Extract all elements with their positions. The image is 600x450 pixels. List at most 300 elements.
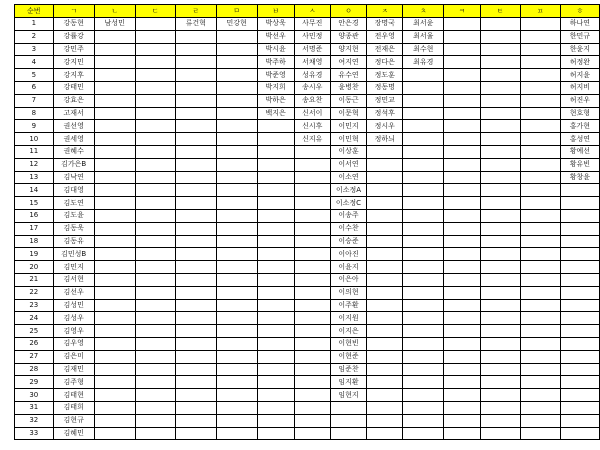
- name-cell[interactable]: [444, 81, 480, 94]
- name-cell[interactable]: [175, 273, 216, 286]
- name-cell[interactable]: [367, 389, 403, 402]
- name-cell[interactable]: [135, 30, 175, 43]
- name-cell[interactable]: 신지유: [294, 133, 330, 146]
- name-cell[interactable]: 김민지: [53, 261, 94, 274]
- name-cell[interactable]: [560, 248, 599, 261]
- name-cell[interactable]: [444, 401, 480, 414]
- name-cell[interactable]: [294, 312, 330, 325]
- name-cell[interactable]: [480, 414, 520, 427]
- name-cell[interactable]: 이문혁: [330, 107, 366, 120]
- name-cell[interactable]: [367, 312, 403, 325]
- name-cell[interactable]: [444, 197, 480, 210]
- name-cell[interactable]: [257, 222, 294, 235]
- name-cell[interactable]: 강률강: [53, 30, 94, 43]
- name-cell[interactable]: [520, 18, 560, 31]
- row-number-cell[interactable]: 26: [15, 337, 54, 350]
- row-number-cell[interactable]: 22: [15, 286, 54, 299]
- column-header-consonant[interactable]: ㅍ: [520, 5, 560, 18]
- name-cell[interactable]: [444, 363, 480, 376]
- name-cell[interactable]: [135, 235, 175, 248]
- name-cell[interactable]: 김영우: [53, 325, 94, 338]
- name-cell[interactable]: [216, 133, 257, 146]
- name-cell[interactable]: [480, 363, 520, 376]
- name-cell[interactable]: [560, 286, 599, 299]
- name-cell[interactable]: [560, 222, 599, 235]
- name-cell[interactable]: [444, 133, 480, 146]
- name-cell[interactable]: [257, 145, 294, 158]
- name-cell[interactable]: [520, 209, 560, 222]
- name-cell[interactable]: [403, 81, 444, 94]
- name-cell[interactable]: 이주환: [330, 299, 366, 312]
- name-cell[interactable]: [367, 261, 403, 274]
- name-cell[interactable]: [94, 427, 135, 440]
- row-number-cell[interactable]: 11: [15, 145, 54, 158]
- name-cell[interactable]: [135, 286, 175, 299]
- column-header-consonant[interactable]: ㅊ: [403, 5, 444, 18]
- name-cell[interactable]: [520, 56, 560, 69]
- name-cell[interactable]: 김민성B: [53, 248, 94, 261]
- name-cell[interactable]: 이동근: [330, 94, 366, 107]
- name-cell[interactable]: [480, 171, 520, 184]
- name-cell[interactable]: [216, 299, 257, 312]
- row-number-cell[interactable]: 19: [15, 248, 54, 261]
- name-cell[interactable]: [94, 286, 135, 299]
- name-cell[interactable]: [367, 209, 403, 222]
- name-cell[interactable]: [480, 312, 520, 325]
- name-cell[interactable]: [480, 389, 520, 402]
- name-cell[interactable]: 이소정C: [330, 197, 366, 210]
- name-cell[interactable]: [135, 184, 175, 197]
- name-cell[interactable]: 정다은: [367, 56, 403, 69]
- name-cell[interactable]: 김낙연: [53, 171, 94, 184]
- name-cell[interactable]: [257, 235, 294, 248]
- name-cell[interactable]: [216, 158, 257, 171]
- name-cell[interactable]: 홍성연: [560, 133, 599, 146]
- name-cell[interactable]: [135, 376, 175, 389]
- name-cell[interactable]: 허진우: [560, 94, 599, 107]
- name-cell[interactable]: [520, 107, 560, 120]
- row-number-cell[interactable]: 21: [15, 273, 54, 286]
- name-cell[interactable]: [257, 286, 294, 299]
- name-cell[interactable]: [560, 337, 599, 350]
- name-cell[interactable]: [480, 69, 520, 82]
- name-cell[interactable]: 강지후: [53, 69, 94, 82]
- name-cell[interactable]: 신서이: [294, 107, 330, 120]
- name-cell[interactable]: 황유빈: [560, 158, 599, 171]
- name-cell[interactable]: [480, 145, 520, 158]
- name-cell[interactable]: [560, 235, 599, 248]
- name-cell[interactable]: [520, 286, 560, 299]
- row-number-cell[interactable]: 15: [15, 197, 54, 210]
- name-cell[interactable]: [135, 69, 175, 82]
- row-number-cell[interactable]: 1: [15, 18, 54, 31]
- name-cell[interactable]: 사민정: [294, 30, 330, 43]
- name-cell[interactable]: [175, 350, 216, 363]
- name-cell[interactable]: 김동욱: [53, 222, 94, 235]
- row-number-cell[interactable]: 27: [15, 350, 54, 363]
- name-cell[interactable]: [94, 133, 135, 146]
- name-cell[interactable]: [367, 145, 403, 158]
- name-cell[interactable]: [94, 184, 135, 197]
- name-cell[interactable]: 이민지: [330, 120, 366, 133]
- name-cell[interactable]: [560, 209, 599, 222]
- name-cell[interactable]: [403, 414, 444, 427]
- name-cell[interactable]: [175, 337, 216, 350]
- name-cell[interactable]: 이서연: [330, 158, 366, 171]
- name-cell[interactable]: [520, 43, 560, 56]
- name-cell[interactable]: [294, 273, 330, 286]
- name-cell[interactable]: [444, 248, 480, 261]
- row-number-cell[interactable]: 5: [15, 69, 54, 82]
- name-cell[interactable]: 이상훈: [330, 145, 366, 158]
- name-cell[interactable]: 박상욱: [257, 18, 294, 31]
- name-cell[interactable]: [294, 197, 330, 210]
- name-cell[interactable]: [94, 145, 135, 158]
- name-cell[interactable]: 강태민: [53, 81, 94, 94]
- name-cell[interactable]: [520, 248, 560, 261]
- name-cell[interactable]: [520, 69, 560, 82]
- name-cell[interactable]: [175, 184, 216, 197]
- name-cell[interactable]: 고재서: [53, 107, 94, 120]
- name-cell[interactable]: [216, 350, 257, 363]
- name-cell[interactable]: [367, 171, 403, 184]
- name-cell[interactable]: [135, 350, 175, 363]
- name-cell[interactable]: [257, 299, 294, 312]
- name-cell[interactable]: 장명국: [367, 18, 403, 31]
- name-cell[interactable]: 사무진: [294, 18, 330, 31]
- name-cell[interactable]: 김우영: [53, 337, 94, 350]
- name-cell[interactable]: [135, 312, 175, 325]
- name-cell[interactable]: [480, 94, 520, 107]
- column-header-index[interactable]: 순번: [15, 5, 54, 18]
- name-cell[interactable]: [94, 171, 135, 184]
- name-cell[interactable]: [94, 273, 135, 286]
- name-cell[interactable]: [403, 248, 444, 261]
- name-cell[interactable]: [94, 43, 135, 56]
- name-cell[interactable]: [480, 158, 520, 171]
- name-cell[interactable]: [294, 350, 330, 363]
- name-cell[interactable]: [480, 299, 520, 312]
- name-cell[interactable]: [403, 107, 444, 120]
- name-cell[interactable]: 김주형: [53, 376, 94, 389]
- name-cell[interactable]: [480, 350, 520, 363]
- name-cell[interactable]: [216, 171, 257, 184]
- name-cell[interactable]: [403, 261, 444, 274]
- name-cell[interactable]: [175, 401, 216, 414]
- name-cell[interactable]: [216, 376, 257, 389]
- name-cell[interactable]: [175, 414, 216, 427]
- name-cell[interactable]: 윤병찬: [330, 81, 366, 94]
- name-cell[interactable]: [216, 107, 257, 120]
- name-cell[interactable]: [175, 363, 216, 376]
- name-cell[interactable]: [94, 209, 135, 222]
- name-cell[interactable]: [520, 299, 560, 312]
- name-cell[interactable]: [94, 94, 135, 107]
- name-cell[interactable]: [367, 325, 403, 338]
- name-cell[interactable]: [367, 273, 403, 286]
- name-cell[interactable]: [257, 363, 294, 376]
- name-cell[interactable]: [216, 261, 257, 274]
- name-cell[interactable]: 신시후: [294, 120, 330, 133]
- name-cell[interactable]: [403, 145, 444, 158]
- name-cell[interactable]: [175, 325, 216, 338]
- name-cell[interactable]: 김재민: [53, 363, 94, 376]
- name-cell[interactable]: [403, 312, 444, 325]
- name-cell[interactable]: [403, 325, 444, 338]
- name-cell[interactable]: [560, 363, 599, 376]
- name-cell[interactable]: [94, 107, 135, 120]
- name-cell[interactable]: [175, 94, 216, 107]
- name-cell[interactable]: 권세영: [53, 133, 94, 146]
- name-cell[interactable]: [216, 197, 257, 210]
- name-cell[interactable]: [135, 94, 175, 107]
- name-cell[interactable]: [135, 299, 175, 312]
- name-cell[interactable]: [480, 286, 520, 299]
- name-cell[interactable]: [94, 81, 135, 94]
- name-cell[interactable]: [175, 158, 216, 171]
- name-cell[interactable]: [94, 414, 135, 427]
- row-number-cell[interactable]: 18: [15, 235, 54, 248]
- row-number-cell[interactable]: 14: [15, 184, 54, 197]
- name-cell[interactable]: [294, 325, 330, 338]
- name-cell[interactable]: [257, 158, 294, 171]
- name-cell[interactable]: [175, 376, 216, 389]
- row-number-cell[interactable]: 17: [15, 222, 54, 235]
- name-cell[interactable]: [216, 337, 257, 350]
- name-cell[interactable]: [257, 120, 294, 133]
- name-cell[interactable]: [444, 261, 480, 274]
- name-cell[interactable]: 이은아: [330, 273, 366, 286]
- name-cell[interactable]: [175, 81, 216, 94]
- name-cell[interactable]: 최서윤: [403, 18, 444, 31]
- name-cell[interactable]: [444, 184, 480, 197]
- name-cell[interactable]: 김동유: [53, 235, 94, 248]
- row-number-cell[interactable]: 12: [15, 158, 54, 171]
- row-number-cell[interactable]: 10: [15, 133, 54, 146]
- name-cell[interactable]: [480, 120, 520, 133]
- name-cell[interactable]: [520, 401, 560, 414]
- name-cell[interactable]: 김혜민: [53, 427, 94, 440]
- name-cell[interactable]: [94, 222, 135, 235]
- name-cell[interactable]: [135, 158, 175, 171]
- name-cell[interactable]: [444, 427, 480, 440]
- name-cell[interactable]: 백지은: [257, 107, 294, 120]
- name-cell[interactable]: [560, 299, 599, 312]
- name-cell[interactable]: [216, 184, 257, 197]
- name-cell[interactable]: [294, 389, 330, 402]
- name-cell[interactable]: [216, 56, 257, 69]
- name-cell[interactable]: [257, 389, 294, 402]
- name-cell[interactable]: [560, 197, 599, 210]
- name-cell[interactable]: [257, 427, 294, 440]
- row-number-cell[interactable]: 13: [15, 171, 54, 184]
- name-cell[interactable]: [175, 30, 216, 43]
- name-cell[interactable]: [480, 81, 520, 94]
- name-cell[interactable]: [257, 197, 294, 210]
- name-cell[interactable]: [135, 261, 175, 274]
- name-cell[interactable]: [367, 222, 403, 235]
- column-header-consonant[interactable]: ㅇ: [330, 5, 366, 18]
- name-cell[interactable]: [480, 401, 520, 414]
- name-cell[interactable]: [135, 120, 175, 133]
- name-cell[interactable]: [135, 133, 175, 146]
- name-cell[interactable]: [403, 133, 444, 146]
- name-cell[interactable]: [444, 30, 480, 43]
- column-header-consonant[interactable]: ㄴ: [94, 5, 135, 18]
- name-cell[interactable]: [294, 158, 330, 171]
- row-number-cell[interactable]: 25: [15, 325, 54, 338]
- name-cell[interactable]: [520, 376, 560, 389]
- name-cell[interactable]: [520, 158, 560, 171]
- name-cell[interactable]: [444, 69, 480, 82]
- name-cell[interactable]: [175, 145, 216, 158]
- name-cell[interactable]: [135, 197, 175, 210]
- name-cell[interactable]: [216, 81, 257, 94]
- column-header-consonant[interactable]: ㄹ: [175, 5, 216, 18]
- name-cell[interactable]: [367, 376, 403, 389]
- name-cell[interactable]: [135, 273, 175, 286]
- name-cell[interactable]: [294, 401, 330, 414]
- name-cell[interactable]: 박지희: [257, 81, 294, 94]
- name-cell[interactable]: [94, 248, 135, 261]
- name-cell[interactable]: 김은미: [53, 350, 94, 363]
- name-cell[interactable]: [135, 107, 175, 120]
- name-cell[interactable]: [135, 427, 175, 440]
- column-header-consonant[interactable]: ㄷ: [135, 5, 175, 18]
- name-cell[interactable]: 박주하: [257, 56, 294, 69]
- name-cell[interactable]: [480, 261, 520, 274]
- row-number-cell[interactable]: 9: [15, 120, 54, 133]
- name-cell[interactable]: 박시윤: [257, 43, 294, 56]
- name-cell[interactable]: [520, 427, 560, 440]
- name-cell[interactable]: [257, 337, 294, 350]
- name-cell[interactable]: [480, 133, 520, 146]
- name-cell[interactable]: [480, 107, 520, 120]
- name-cell[interactable]: [403, 299, 444, 312]
- name-cell[interactable]: [216, 120, 257, 133]
- name-cell[interactable]: 임준찬: [330, 363, 366, 376]
- name-cell[interactable]: [444, 107, 480, 120]
- name-cell[interactable]: [94, 350, 135, 363]
- name-cell[interactable]: [560, 312, 599, 325]
- name-cell[interactable]: [216, 414, 257, 427]
- row-number-cell[interactable]: 23: [15, 299, 54, 312]
- name-cell[interactable]: 정도훈: [367, 69, 403, 82]
- name-cell[interactable]: [444, 325, 480, 338]
- name-cell[interactable]: [294, 145, 330, 158]
- name-cell[interactable]: [444, 171, 480, 184]
- name-cell[interactable]: [216, 401, 257, 414]
- name-cell[interactable]: 여지연: [330, 56, 366, 69]
- name-cell[interactable]: [135, 389, 175, 402]
- name-cell[interactable]: [175, 56, 216, 69]
- name-cell[interactable]: [480, 184, 520, 197]
- name-cell[interactable]: 김태희: [53, 401, 94, 414]
- name-cell[interactable]: [294, 184, 330, 197]
- name-cell[interactable]: [216, 248, 257, 261]
- name-cell[interactable]: [367, 248, 403, 261]
- name-cell[interactable]: 황창윤: [560, 171, 599, 184]
- row-number-cell[interactable]: 6: [15, 81, 54, 94]
- name-cell[interactable]: [216, 222, 257, 235]
- name-cell[interactable]: [403, 389, 444, 402]
- name-cell[interactable]: 김대영: [53, 184, 94, 197]
- name-cell[interactable]: [403, 286, 444, 299]
- name-cell[interactable]: 김가은B: [53, 158, 94, 171]
- name-cell[interactable]: [257, 376, 294, 389]
- name-cell[interactable]: [403, 273, 444, 286]
- name-cell[interactable]: [480, 209, 520, 222]
- name-cell[interactable]: [403, 69, 444, 82]
- name-cell[interactable]: [403, 222, 444, 235]
- name-cell[interactable]: [480, 18, 520, 31]
- name-cell[interactable]: [560, 376, 599, 389]
- name-cell[interactable]: [367, 414, 403, 427]
- name-cell[interactable]: [403, 158, 444, 171]
- name-cell[interactable]: [257, 171, 294, 184]
- name-cell[interactable]: [560, 261, 599, 274]
- name-cell[interactable]: 민강현: [216, 18, 257, 31]
- name-cell[interactable]: [175, 197, 216, 210]
- name-cell[interactable]: [175, 222, 216, 235]
- name-cell[interactable]: [216, 43, 257, 56]
- name-cell[interactable]: [216, 235, 257, 248]
- name-cell[interactable]: 허정완: [560, 56, 599, 69]
- name-cell[interactable]: [135, 81, 175, 94]
- name-cell[interactable]: [294, 414, 330, 427]
- name-cell[interactable]: [175, 107, 216, 120]
- name-cell[interactable]: [135, 337, 175, 350]
- name-cell[interactable]: [135, 325, 175, 338]
- name-cell[interactable]: [560, 401, 599, 414]
- name-cell[interactable]: [216, 427, 257, 440]
- name-cell[interactable]: [175, 209, 216, 222]
- name-cell[interactable]: [560, 325, 599, 338]
- name-cell[interactable]: 하나연: [560, 18, 599, 31]
- name-cell[interactable]: 김현규: [53, 414, 94, 427]
- name-cell[interactable]: [520, 120, 560, 133]
- name-cell[interactable]: [257, 133, 294, 146]
- name-cell[interactable]: 허지비: [560, 81, 599, 94]
- name-cell[interactable]: [403, 337, 444, 350]
- name-cell[interactable]: [294, 427, 330, 440]
- name-cell[interactable]: [94, 158, 135, 171]
- name-cell[interactable]: 이아진: [330, 248, 366, 261]
- name-cell[interactable]: [444, 414, 480, 427]
- name-cell[interactable]: 김도연: [53, 197, 94, 210]
- name-cell[interactable]: [367, 286, 403, 299]
- name-cell[interactable]: [520, 325, 560, 338]
- column-header-consonant[interactable]: ㅌ: [480, 5, 520, 18]
- name-cell[interactable]: [257, 184, 294, 197]
- row-number-cell[interactable]: 7: [15, 94, 54, 107]
- name-cell[interactable]: [257, 325, 294, 338]
- name-cell[interactable]: [330, 414, 366, 427]
- name-cell[interactable]: [520, 363, 560, 376]
- name-cell[interactable]: 이의현: [330, 286, 366, 299]
- name-cell[interactable]: [294, 299, 330, 312]
- name-cell[interactable]: [175, 299, 216, 312]
- name-cell[interactable]: 서채영: [294, 56, 330, 69]
- name-cell[interactable]: [403, 94, 444, 107]
- name-cell[interactable]: 김성우: [53, 312, 94, 325]
- name-cell[interactable]: [403, 376, 444, 389]
- name-cell[interactable]: 안은경: [330, 18, 366, 31]
- name-cell[interactable]: [444, 43, 480, 56]
- name-cell[interactable]: [216, 273, 257, 286]
- name-cell[interactable]: [294, 209, 330, 222]
- name-cell[interactable]: [175, 133, 216, 146]
